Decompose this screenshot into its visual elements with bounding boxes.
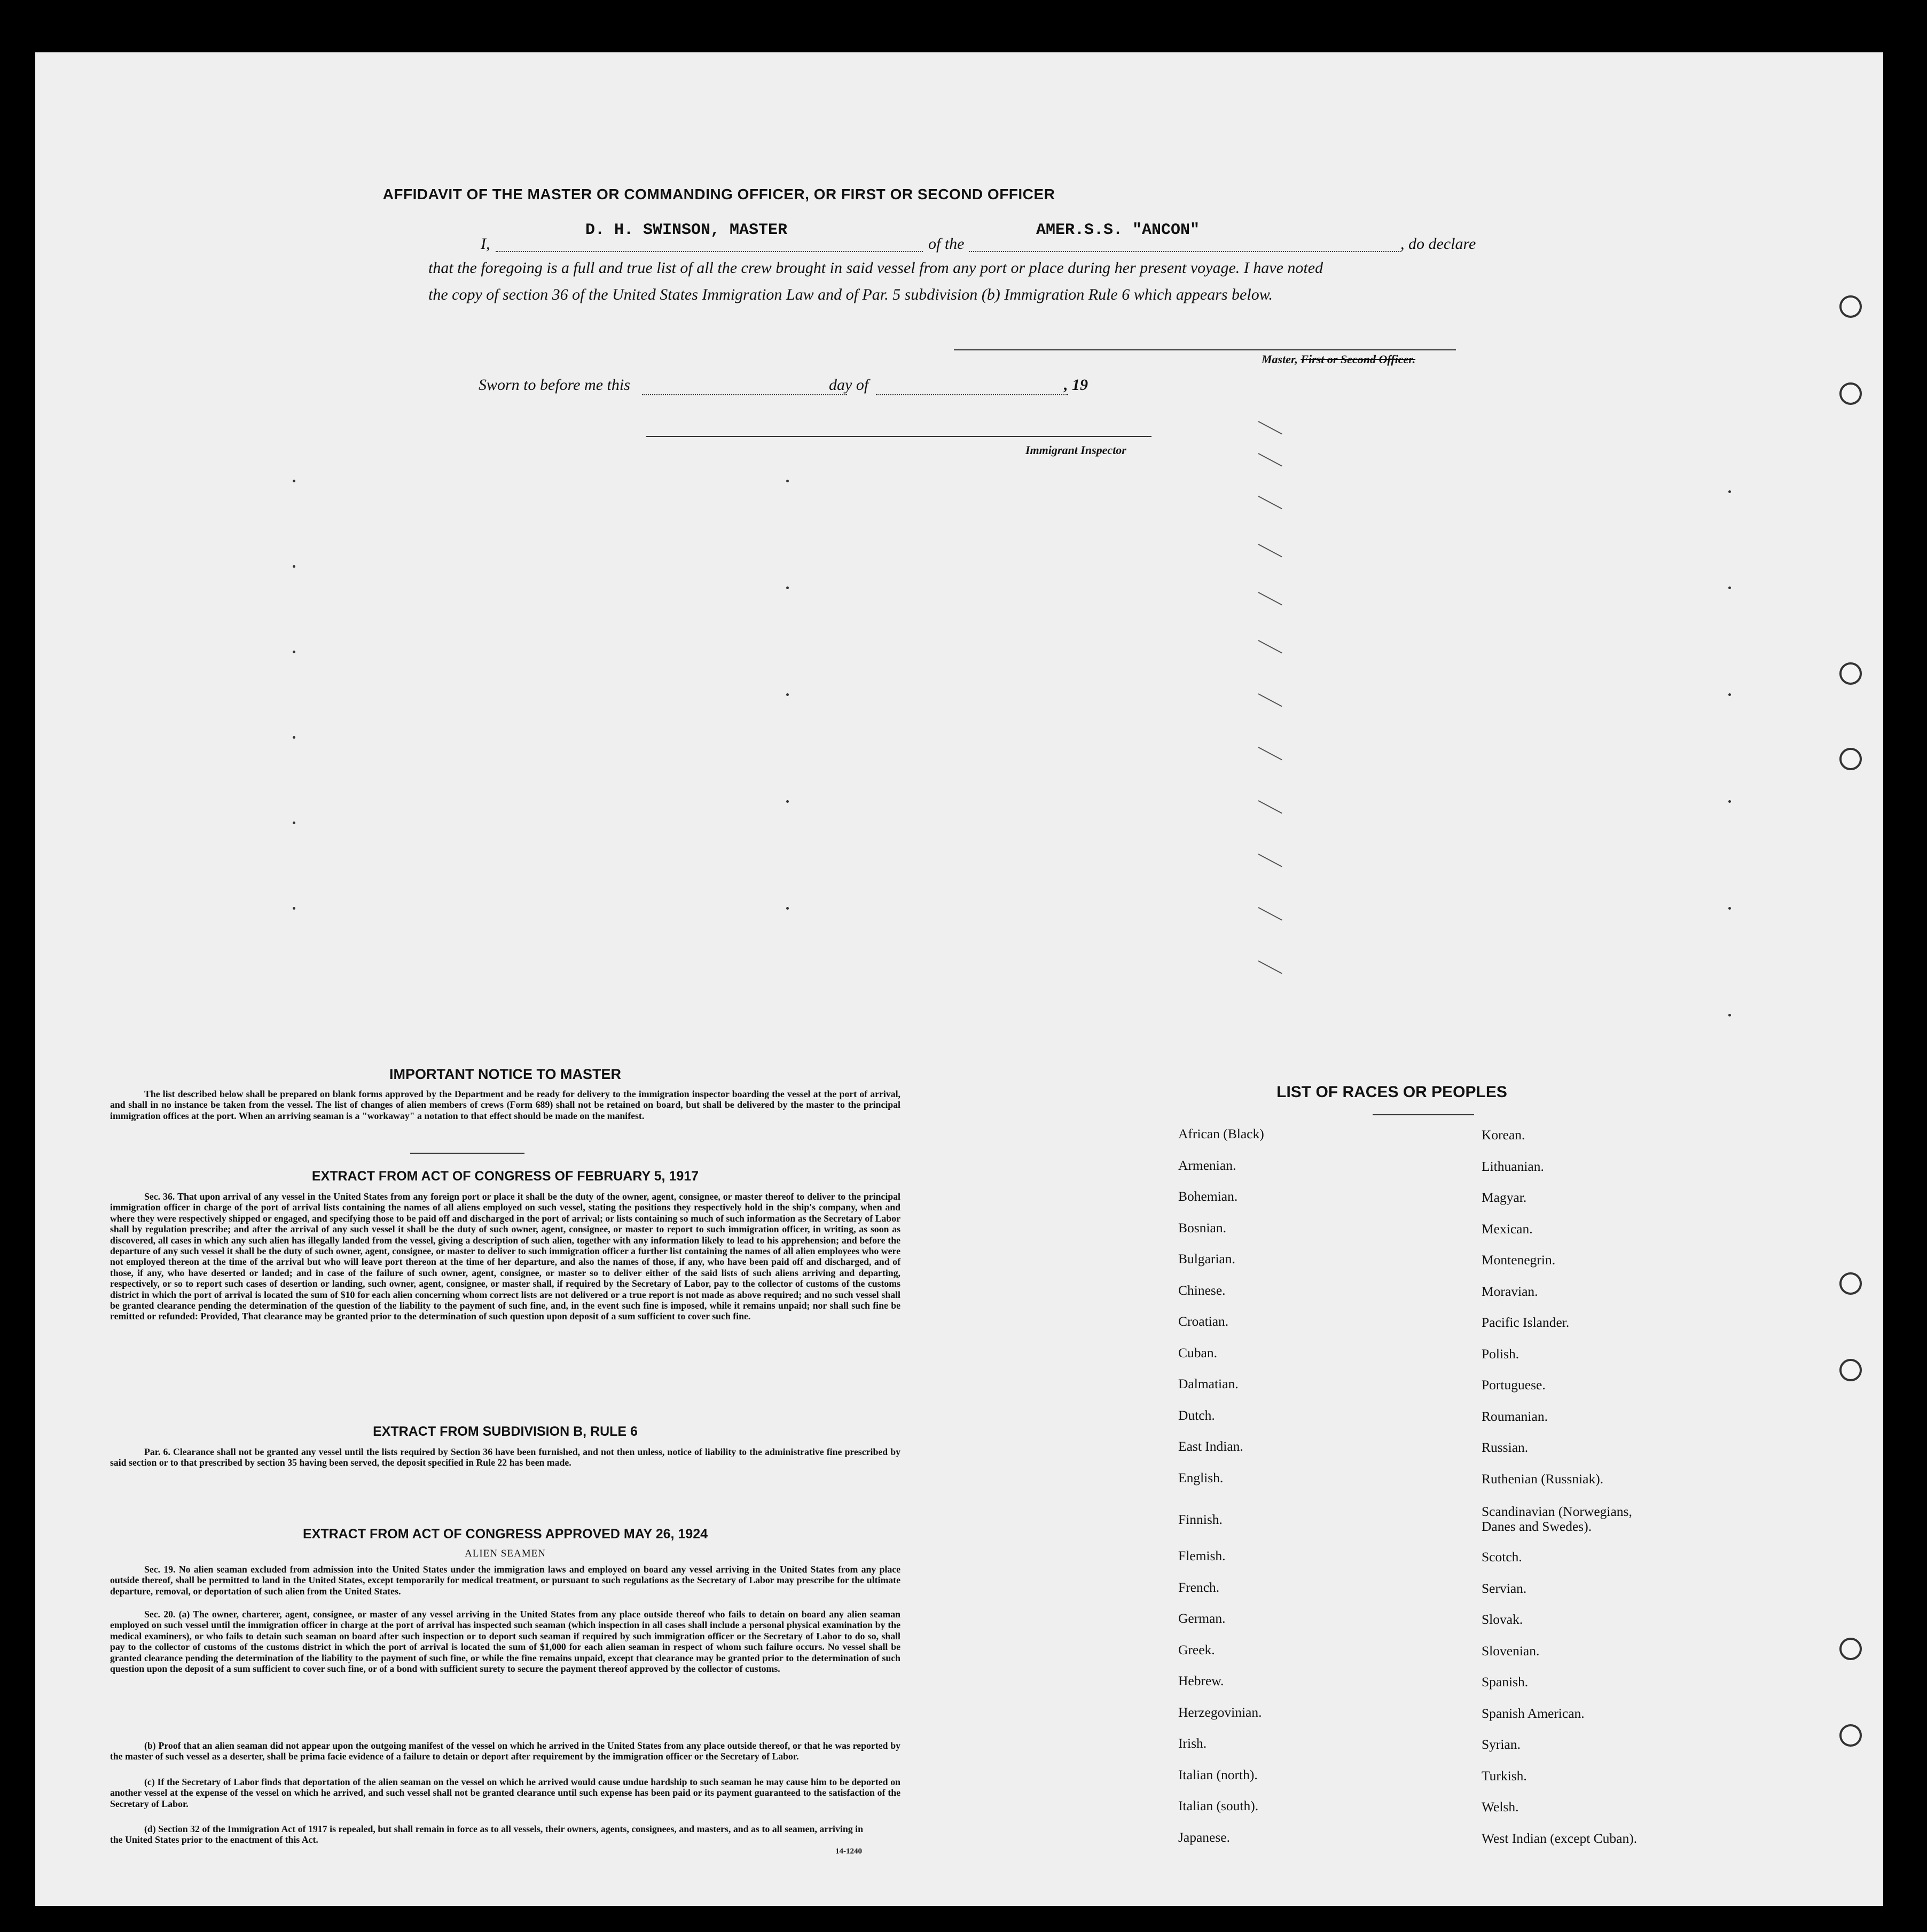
sworn-label: Sworn to before me this [479,376,630,394]
affidavit-line-2: that the foregoing is a full and true list of all the crew brought in said vessel from any port or place during her present voyage. I have noted [428,259,1323,277]
binder-hole [1839,1638,1862,1660]
notice-title: IMPORTANT NOTICE TO MASTER [389,1066,621,1082]
race-item: Moravian. [1482,1283,1538,1299]
race-item: Croatian. [1178,1313,1229,1329]
bleed-mark [1258,854,1282,867]
binder-hole [1839,662,1862,685]
race-item: Montenegrin. [1482,1252,1556,1268]
divider [1373,1114,1474,1115]
vessel-line [969,251,1401,252]
race-item: German. [1178,1610,1226,1626]
race-item: Scandinavian (Norwegians, Danes and Swedes). [1482,1504,1632,1534]
dot-mark [1728,1014,1731,1016]
race-item: Irish. [1178,1735,1207,1751]
race-item: Mexican. [1482,1221,1533,1237]
race-item: African (Black) [1178,1126,1264,1141]
sec-20a-text: Sec. 20. (a) The owner, charterer, agent, consignee, or master of any vessel arriving in the United States from any place outside thereof who fails to detain on board any alien seaman employed on such vessel until the immigration officer in charge at the port of arrival has inspected such seaman (which inspection in all cases shall include a personal physical examination by the medical examiners), or who fails to detain such seaman on board after such inspection or to deport such seaman if required by such immigration officer or the Secretary of Labor to do so, shall pay to the collector of customs of the customs district in which the port of arrival is located the sum of $1,000 for each alien seaman in respect of whom such failure occurs. No vessel shall be granted clearance pending the determination of the liability to the payment of such fine, or while the fine remains unpaid, except that clearance may be granted prior to the determination of such question upon the deposit of a sum sufficient to cover such fine, or of a bond with sufficient surety to secure the payment thereof approved by the collector of customs. [110,1609,900,1675]
race-item: Polish. [1482,1346,1519,1362]
race-item: Armenian. [1178,1157,1236,1173]
dot-mark [293,565,295,568]
bleed-mark [1258,907,1282,920]
alien-seamen-subtitle: ALIEN SEAMEN [465,1548,546,1559]
binder-hole [1839,295,1862,318]
dot-mark [1728,693,1731,696]
extract-1917-title: EXTRACT FROM ACT OF CONGRESS OF FEBRUARY 5, 1917 [311,1169,699,1184]
race-item: Flemish. [1178,1548,1226,1563]
affidavit-title: AFFIDAVIT OF THE MASTER OR COMMANDING OFFICER, OR FIRST OR SECOND OFFICER [382,186,1055,202]
race-item: Dutch. [1178,1407,1215,1423]
bleed-mark [1258,421,1282,434]
month-line [876,394,1068,395]
race-item: Scotch. [1482,1549,1522,1565]
sec-20b-text: (b) Proof that an alien seaman did not appear upon the outgoing manifest of the vessel on which he arrived in the United States from any place outside thereof, or that he was reported by the master of such vessel as a deserter, shall be prima facie evidence of a failure to detain or deport after requirement by the immigration officer or the Secretary of Labor. [110,1740,900,1762]
form-page [35,52,1883,1906]
name-line [496,251,923,252]
affidavit-line-3: the copy of section 36 of the United States Immigration Law and of Par. 5 subdivision (b) Immigration Rule 6 which appears below. [428,286,1273,303]
race-item: Italian (north). [1178,1766,1258,1782]
bleed-mark [1258,496,1282,509]
race-item: Spanish. [1482,1674,1529,1689]
dot-mark [1728,586,1731,589]
race-item: Herzegovinian. [1178,1704,1262,1720]
race-item: Syrian. [1482,1737,1521,1752]
signature-label [1262,353,1415,366]
binder-hole [1839,748,1862,770]
bleed-mark [1258,747,1282,760]
sec-20d-text: (d) Section 32 of the Immigration Act of 1917 is repealed, but shall remain in force as to all vessels, their owners, agents, consignees, and masters, and as to all seamen, arriving in the United States prior to the enactment of this Act. [110,1824,863,1845]
extract-rule6-title: EXTRACT FROM SUBDIVISION B, RULE 6 [373,1424,638,1439]
race-item: Bosnian. [1178,1219,1226,1235]
form-number: 14-1240 [835,1847,862,1856]
sec-19-text: Sec. 19. No alien seaman excluded from admission into the United States under the immigration laws and employed on board any vessel arriving in the United States from any place outside thereof, shall be permitted to land in the United States, except temporarily for medical treatment, or pursuant to such regulations as the Secretary of Labor may prescribe for the ultimate departure, removal, or deportation of such alien from the United States. [110,1564,900,1597]
race-item: English. [1178,1469,1224,1485]
bleed-mark [1258,640,1282,653]
race-item: Bohemian. [1178,1188,1238,1204]
race-item: East Indian. [1178,1438,1243,1454]
master-label: Master, [1262,353,1298,366]
binder-hole [1839,1272,1862,1295]
extract-1917-text: Sec. 36. That upon arrival of any vessel in the United States from any foreign port or place it shall be the duty of the owner, agent, consignee, or master thereof to deliver to the principal immigration officer in charge of the port of arrival lists containing the names of all aliens employed on such vessel, stating the positions they respectively hold in the ship's company, when and where they were respectively shipped or engaged, and specifying those to be paid off and discharged in the port of arrival; or lists containing so much of such information as the Secretary of Labor shall by regulation prescribe; and after the arrival of any such vessel it shall be the duty of such owner, agent, consignee, or master to report to such immigration officer, in writing, as soon as discovered, all cases in which any such alien has illegally landed from the vessel, giving a description of such alien, together with any information likely to lead to his apprehension; and before the departure of any such vessel it shall be the duty of such owner, agent, consignee, or master to deliver to such immigration officer a further list containing the names of all alien employees who were not employed thereon at the time of the arrival but who will leave port thereon at the time of her departure, and also the names of those, if any, who have been paid off and discharged, and of those, if any, who have deserted or landed; and in case of the failure of such owner, agent, consignee, or master so to deliver either of the said lists of such aliens arriving and departing, respectively, or so to report such cases of desertion or landing, such owner, agent, consignee, or master shall, if required by the Secretary of Labor, pay to the collector of customs of the customs district in which the port of arrival is located the sum of $10 for each alien concerning whom correct lists are not delivered or a true report is not made as above required; and no such vessel shall be granted clearance pending the determination of the question of the liability to the payment of such fine, and, in the event such fine is imposed, while it remains unpaid; nor shall such fine be remitted or refunded: Provided, That clearance may be granted prior to the determination of such question upon deposit of a sum sufficient to cover such fine. [110,1191,900,1322]
dot-mark [786,586,789,589]
bleed-mark [1258,453,1282,466]
race-item: Korean. [1482,1127,1525,1143]
race-item: Roumanian. [1482,1408,1548,1424]
dot-mark [1728,490,1731,493]
race-item: Slovak. [1482,1612,1523,1627]
race-item: Bulgarian. [1178,1251,1235,1266]
race-item: Chinese. [1178,1282,1226,1298]
races-title: LIST OF RACES OR PEOPLES [1276,1083,1507,1101]
race-item: Slovenian. [1482,1642,1540,1659]
year-label: , 19 [1064,376,1088,394]
bleed-mark [1258,592,1282,605]
race-item: Japanese. [1178,1829,1230,1845]
race-item: Cuban. [1178,1344,1217,1360]
race-item: Russian. [1482,1440,1529,1455]
race-item: Hebrew. [1178,1673,1224,1688]
race-item: Welsh. [1482,1799,1519,1814]
bleed-mark [1258,960,1282,974]
of-the-label: of the [928,235,965,253]
binder-hole [1839,1359,1862,1381]
dot-mark [1728,800,1731,803]
dot-mark [293,651,295,653]
inspector-label: Immigrant Inspector [1025,443,1126,457]
race-item: Spanish American. [1482,1705,1585,1721]
day-of-label: day of [829,376,869,394]
race-item: Pacific Islander. [1482,1315,1570,1330]
struck-officer-label: First or Second Officer. [1301,353,1416,366]
notice-text: The list described below shall be prepared on blank forms approved by the Department and be ready for delivery to the immigration inspector boarding the vessel at the port of arrival, and shall in no instance be taken from the vessel. The list of changes of alien members of crews (Form 689) shall not be retained on board, but shall be delivered by the master to the principal immigration offices at the port. When an arriving seaman is a "workaway" a notation to that effect should be made on the manifest. [110,1089,900,1121]
races-left-column [1178,1126,1456,1860]
race-item: Magyar. [1482,1190,1527,1205]
binder-hole [1839,1724,1862,1747]
race-item: Portuguese. [1482,1377,1546,1393]
i-label: I, [481,235,490,253]
dot-mark [1728,907,1731,910]
dot-mark [293,822,295,824]
sec-20c-text: (c) If the Secretary of Labor finds that deportation of the alien seaman on the vessel on which he arrived would cause undue hardship to such seaman he may cause him to be deported on another vessel at the expense of the vessel on which he arrived, and such vessel shall not be granted clearance until such expense has been paid or its payment guaranteed to the satisfaction of the Secretary of Labor. [110,1777,900,1809]
race-item: Finnish. [1178,1512,1223,1527]
race-item: Servian. [1482,1580,1527,1596]
dot-mark [786,480,789,482]
dot-mark [786,907,789,910]
dot-mark [786,693,789,696]
inspector-line [646,436,1152,437]
signature-line [954,349,1456,350]
binder-hole [1839,382,1862,405]
races-right-column [1482,1127,1781,1861]
extract-rule6-text: Par. 6. Clearance shall not be granted any vessel until the lists required by Section 36 have been furnished, and not then unless, notice of liability to the administrative fine prescribed by said section or to that prescribed by section 35 having been served, the deposit specified in Rule 22 has been made. [110,1446,900,1468]
declare-label: , do declare [1400,235,1476,253]
divider [410,1153,524,1154]
bleed-mark [1258,800,1282,814]
vessel-name: AMER.S.S. "ANCON" [1036,221,1200,239]
master-name: D. H. SWINSON, MASTER [585,221,788,239]
bleed-mark [1258,544,1282,557]
race-item: West Indian (except Cuban). [1482,1830,1638,1846]
race-item: Ruthenian (Russniak). [1482,1470,1604,1487]
race-item: Greek. [1178,1641,1215,1657]
extract-1924-title: EXTRACT FROM ACT OF CONGRESS APPROVED MAY 26, 1924 [302,1527,708,1542]
dot-mark [293,907,295,910]
dot-mark [293,480,295,482]
race-item: Lithuanian. [1482,1158,1544,1174]
race-item: Turkish. [1482,1767,1527,1784]
bleed-mark [1258,693,1282,707]
dot-mark [786,800,789,803]
race-item: French. [1178,1579,1220,1595]
sworn-day-line [642,394,847,395]
dot-mark [293,736,295,739]
race-item: Dalmatian. [1178,1376,1239,1391]
race-item: Italian (south). [1178,1798,1259,1813]
